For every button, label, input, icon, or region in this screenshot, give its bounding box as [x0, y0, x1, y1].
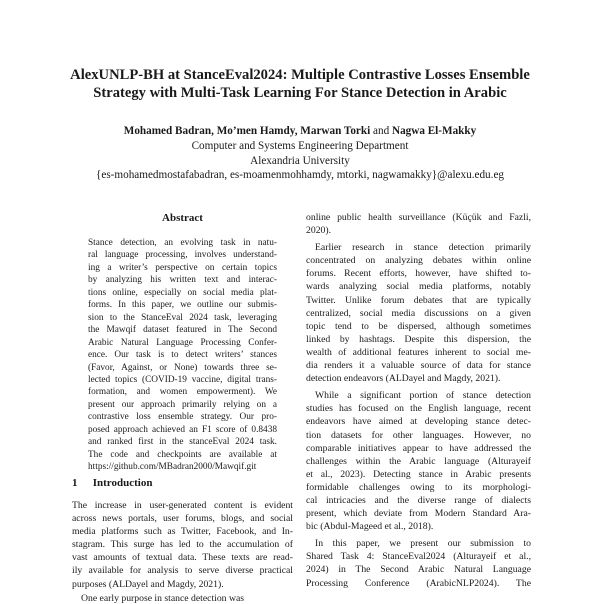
- section-number: 1: [72, 477, 78, 489]
- author-1: Mohamed Badran,: [123, 125, 214, 137]
- body-line: centralized, social media discussions on a given: [306, 307, 531, 319]
- body-line: 2020).: [306, 225, 332, 237]
- author-emails: {es-mohamedmostafabadran, es-moamenmohhamdy, mtorki, nagwamakky}@alexu.edu.eg: [95, 169, 505, 181]
- body-line: vast amounts of textual data. These texts are read-: [72, 552, 293, 564]
- body-line: wards analyzing social media platforms, notably: [306, 281, 531, 293]
- body-line: 2024) in The Second Arabic Natural Language: [306, 564, 531, 576]
- body-line: bic (Abdul-Mageed et al., 2018).: [306, 521, 434, 533]
- body-line: concentrated on analyzing debates within online: [306, 255, 531, 267]
- title-line-2: Strategy with Multi-Task Learning For Stance Detection in Arabic: [93, 85, 507, 101]
- body-line: across news portals, user forums, blogs, and social: [72, 513, 293, 525]
- abstract-line: Stance detection, an evolving task in natu-: [88, 238, 277, 248]
- abstract-line: (Favor, Against, or None) towards three se-: [88, 362, 277, 373]
- author-4: Nagwa El-Makky: [391, 125, 477, 137]
- abstract-line: ence. Our task is to detect writers’ stances: [88, 350, 277, 361]
- abstract-line: ing a writer’s perspective on certain topics: [88, 262, 277, 273]
- abstract-line: the Mawqif dataset featured in The Second: [88, 325, 277, 336]
- body-line: The increase in user-generated content is evident: [72, 500, 293, 511]
- body-line: tion datasets for other languages. However, no: [306, 429, 531, 441]
- cut-off-line: One early purpose in stance detection was: [81, 593, 245, 604]
- author-conjunction: and: [373, 125, 390, 137]
- body-line: While a significant portion of stance detection: [315, 390, 531, 402]
- affiliation-university: Alexandria University: [250, 155, 350, 167]
- paper-title: [40, 66, 560, 102]
- affiliation-department: Computer and Systems Engineering Department: [191, 140, 409, 152]
- body-line: purposes (ALDayel and Magdy, 2021).: [72, 578, 224, 590]
- right-column-body: [306, 211, 531, 590]
- body-line: linked by hashtags. Despite this dispersion, the: [306, 333, 531, 345]
- body-line: Shared Task 4: StanceEval2024 (Alturayeif et al.,: [306, 551, 531, 563]
- body-line: detection endeavors (ALDayel and Magdy, 2021).: [306, 373, 501, 385]
- abstract-line: lected topics (COVID-19 vaccine, digital trans-: [88, 374, 277, 385]
- body-line: formidable challenges owing to its morphologi-: [306, 481, 531, 493]
- abstract-line: and ranked first in the stanceEval 2024 task.: [88, 437, 277, 448]
- body-line: Earlier research in stance detection primarily: [315, 242, 531, 254]
- abstract-heading: Abstract: [162, 212, 203, 224]
- abstract-line: present our approach primarily relying on a: [88, 399, 277, 410]
- author-2: Mo’men Hamdy,: [216, 125, 298, 137]
- body-line: media platforms such as Twitter, Facebook, and In-: [72, 526, 293, 538]
- body-line: Twitter. Unlike forum debates that are typically: [306, 294, 531, 306]
- body-line: studies has focused on the English language, recent: [306, 403, 531, 415]
- abstract-line: formation, and women empowerment). We: [88, 387, 277, 398]
- code-link[interactable]: https://github.com/MBadran2000/Mawqif.git: [88, 462, 257, 473]
- body-line: stagram. This surge has led to the accumulation of: [72, 539, 293, 551]
- body-line: present, which deviate from Modern Standard Ara-: [306, 508, 531, 520]
- body-line: In this paper, we present our submission to: [315, 538, 531, 550]
- title-line-1: AlexUNLP-BH at StanceEval2024: Multiple Contrastive Losses Ensemble: [70, 67, 530, 83]
- abstract-line: contrastive loss ensemble strategy. Our pro-: [88, 412, 277, 423]
- body-line: topic tend to be dispersed, although sometimes: [306, 320, 531, 332]
- body-line: challenges within the Arabic language (Alturayeif: [306, 455, 531, 467]
- abstract-line: Arabic Natural Language Processing Confer-: [88, 337, 277, 348]
- author-3: Marwan Torki: [300, 125, 371, 137]
- body-line: dia renders it a valuable source of data for stance: [306, 360, 531, 372]
- introduction-paragraph-1: [72, 499, 293, 591]
- body-line: forums. Recent efforts, however, have shifted to-: [306, 268, 531, 280]
- section-heading-introduction: [72, 477, 152, 489]
- abstract-line: sion to the StanceEval 2024 task, leveraging: [88, 312, 277, 323]
- body-line: online public health surveillance (Küçük and Fazli,: [306, 212, 531, 223]
- body-line: Processing Conference (ArabicNLP2024). The: [306, 577, 531, 589]
- body-line: comparable initiatives appear to have addressed the: [306, 442, 531, 454]
- abstract-body: [88, 237, 277, 474]
- author-list: [40, 124, 560, 138]
- body-line: ily available for analysis to serve diverse practical: [72, 565, 293, 577]
- body-line: wealth of additional features inherent to social me-: [306, 346, 531, 358]
- body-line: et al., 2023). Detecting stance in Arabic presents: [306, 468, 531, 480]
- abstract-line: tions online, especially on social media plat-: [88, 287, 277, 298]
- abstract-line: by analyzing his written text and interac-: [88, 275, 277, 286]
- body-line: cal intricacies and the diverse range of dialects: [306, 494, 531, 506]
- abstract-line: The code and checkpoints are available at: [88, 449, 277, 460]
- abstract-line: posed approach achieved an F1 score of 0.8438: [88, 424, 277, 435]
- abstract-line: ral language processing, involves understand-: [88, 250, 277, 261]
- section-title: Introduction: [92, 477, 153, 489]
- body-line: endeavors have aimed at developing stance detec-: [306, 416, 531, 428]
- abstract-line: forms. In this paper, we outline our submis-: [88, 300, 277, 311]
